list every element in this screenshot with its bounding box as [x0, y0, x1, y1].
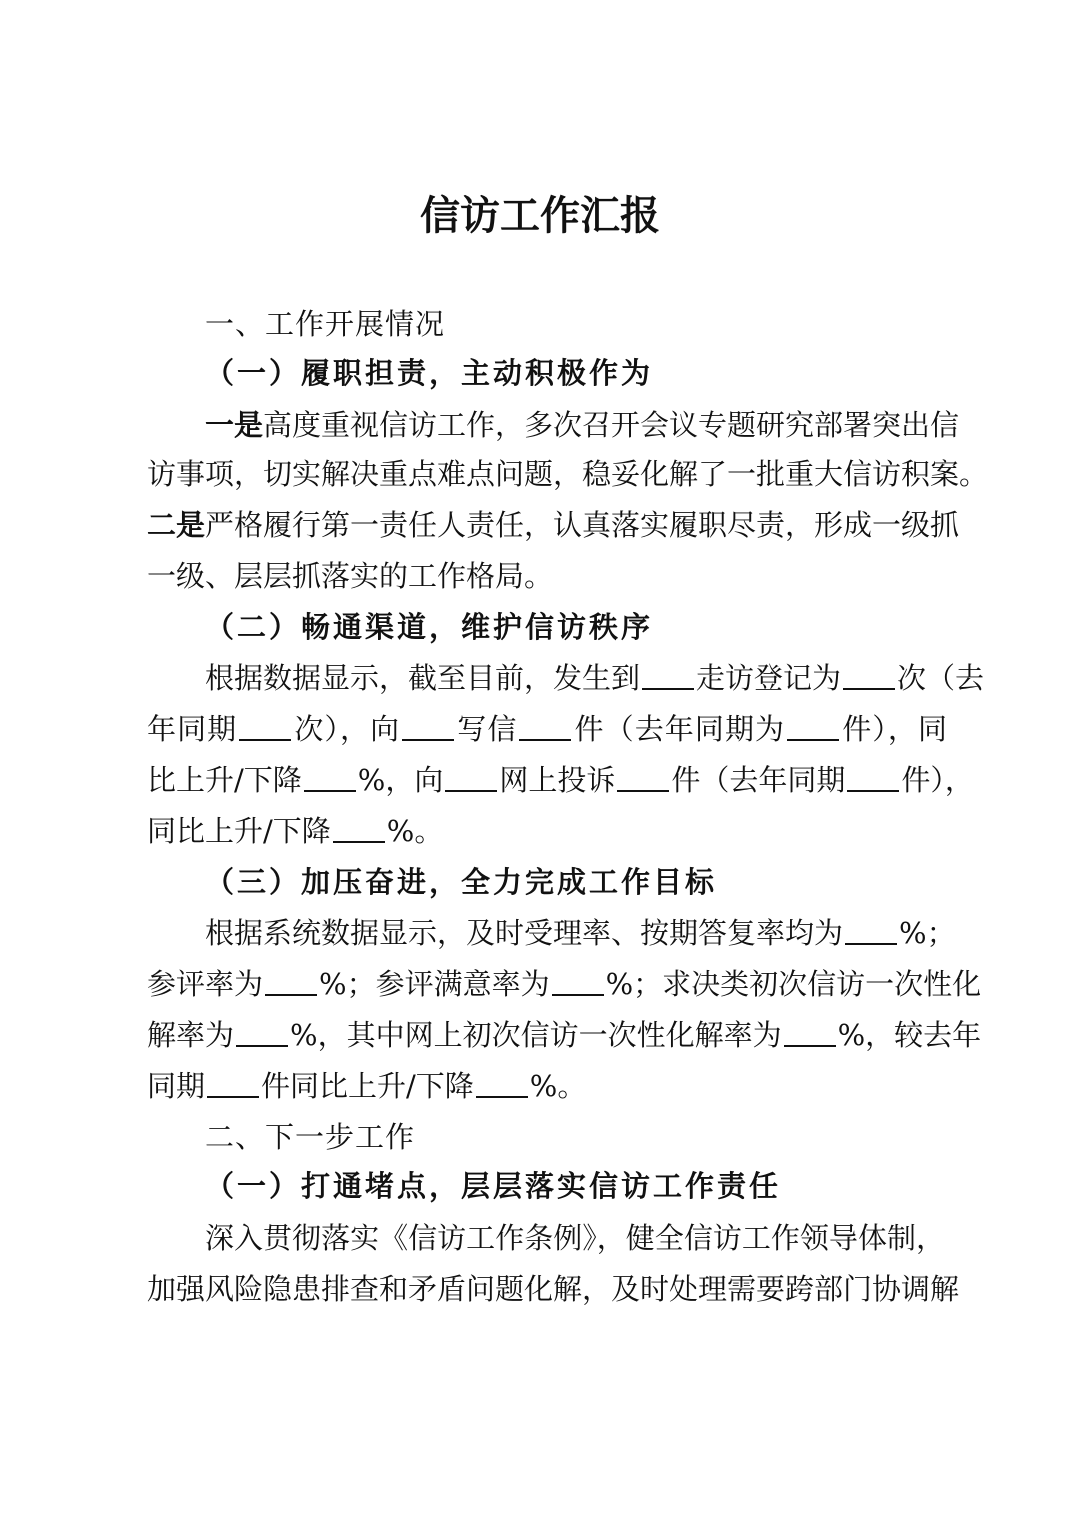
text-segment: 网上投诉 [499, 763, 616, 797]
text-segment: %，向 [357, 763, 444, 797]
paragraph-line [147, 500, 960, 550]
paragraph-line: 加强风险隐患排查和矛盾问题化解，及时处理需要跨部门协调解 [147, 1272, 960, 1306]
paragraph-line: 访事项，切实解决重点难点问题，稳妥化解了一批重大信访积案。 [147, 457, 989, 491]
text-segment: 次），向 [293, 712, 401, 746]
text-segment: 写信 [456, 712, 518, 746]
blank-field[interactable] [519, 711, 571, 741]
blank-field[interactable] [617, 762, 669, 792]
blank-field[interactable] [333, 813, 385, 843]
subsection-heading-1-1: （一）履职担责，主动积极作为 [205, 356, 654, 390]
emphasis-label: 二是 [147, 508, 206, 542]
fill-in-line [147, 704, 947, 754]
blank-field[interactable] [784, 1017, 836, 1047]
paragraph-line: 一级、层层抓落实的工作格局。 [147, 559, 554, 593]
blank-field[interactable] [236, 1017, 288, 1047]
subsection-heading-1-2: （二）畅通渠道，维护信访秩序 [205, 610, 654, 644]
blank-field[interactable] [845, 915, 897, 945]
text-segment: 次（去 [897, 661, 985, 695]
section-heading-next-steps: 二、下一步工作 [205, 1120, 416, 1154]
text-segment: 同期 [147, 1069, 206, 1103]
text-segment: 走访登记为 [696, 661, 842, 695]
text-segment: %；参评满意率为 [319, 967, 550, 1001]
blank-field[interactable] [787, 711, 839, 741]
blank-field[interactable] [843, 660, 895, 690]
text-segment: %，较去年 [837, 1018, 982, 1052]
blank-field[interactable] [239, 711, 291, 741]
fill-in-line [147, 806, 947, 856]
text-segment: %。 [386, 814, 444, 848]
subsection-heading-1-3: （三）加压奋进，全力完成工作目标 [205, 865, 718, 899]
blank-field[interactable] [265, 966, 317, 996]
text-segment: %。 [529, 1069, 587, 1103]
text-segment: 解率为 [147, 1018, 235, 1052]
text-segment: 根据数据显示，截至目前，发生到 [205, 661, 641, 695]
fill-in-line [147, 1010, 982, 1060]
paragraph-line [205, 400, 960, 450]
blank-field[interactable] [847, 762, 899, 792]
text-segment: 年同期 [147, 712, 238, 746]
subsection-heading-2-1: （一）打通堵点，层层落实信访工作责任 [205, 1169, 782, 1203]
blank-field[interactable] [304, 762, 356, 792]
section-heading-work-progress: 一、工作开展情况 [205, 307, 446, 341]
fill-in-line [147, 959, 982, 1009]
blank-field[interactable] [402, 711, 454, 741]
text-segment: 同比上升/下降 [147, 814, 331, 848]
document-title: 信访工作汇报 [420, 193, 660, 239]
blank-field[interactable] [445, 762, 497, 792]
text-segment: 件（去年同期为 [573, 712, 786, 746]
fill-in-line [205, 653, 985, 703]
blank-field[interactable] [476, 1068, 528, 1098]
paragraph-text: 严格履行第一责任人责任，认真落实履职尽责，形成一级抓 [205, 508, 960, 542]
text-segment: 件同比上升/下降 [261, 1069, 474, 1103]
text-segment: 件）， [901, 763, 974, 797]
blank-field[interactable] [552, 966, 604, 996]
paragraph-text: 高度重视信访工作，多次召开会议专题研究部署突出信 [263, 408, 960, 442]
text-segment: %； [899, 916, 956, 950]
blank-field[interactable] [207, 1068, 259, 1098]
text-segment: 参评率为 [147, 967, 264, 1001]
text-segment: %；求决类初次信访一次性化 [605, 967, 982, 1001]
text-segment: 根据系统数据显示，及时受理率、按期答复率均为 [205, 916, 844, 950]
blank-field[interactable] [642, 660, 694, 690]
text-segment: 件），同 [841, 712, 947, 746]
text-segment: %，其中网上初次信访一次性化解率为 [290, 1018, 782, 1052]
paragraph-line: 深入贯彻落实《信访工作条例》，健全信访工作领导体制， [205, 1221, 945, 1255]
emphasis-label: 一是 [205, 408, 264, 442]
text-segment: 比上升/下降 [147, 763, 302, 797]
fill-in-line [147, 755, 974, 805]
fill-in-line [205, 908, 956, 958]
fill-in-line [147, 1061, 947, 1111]
text-segment: 件（去年同期 [671, 763, 846, 797]
